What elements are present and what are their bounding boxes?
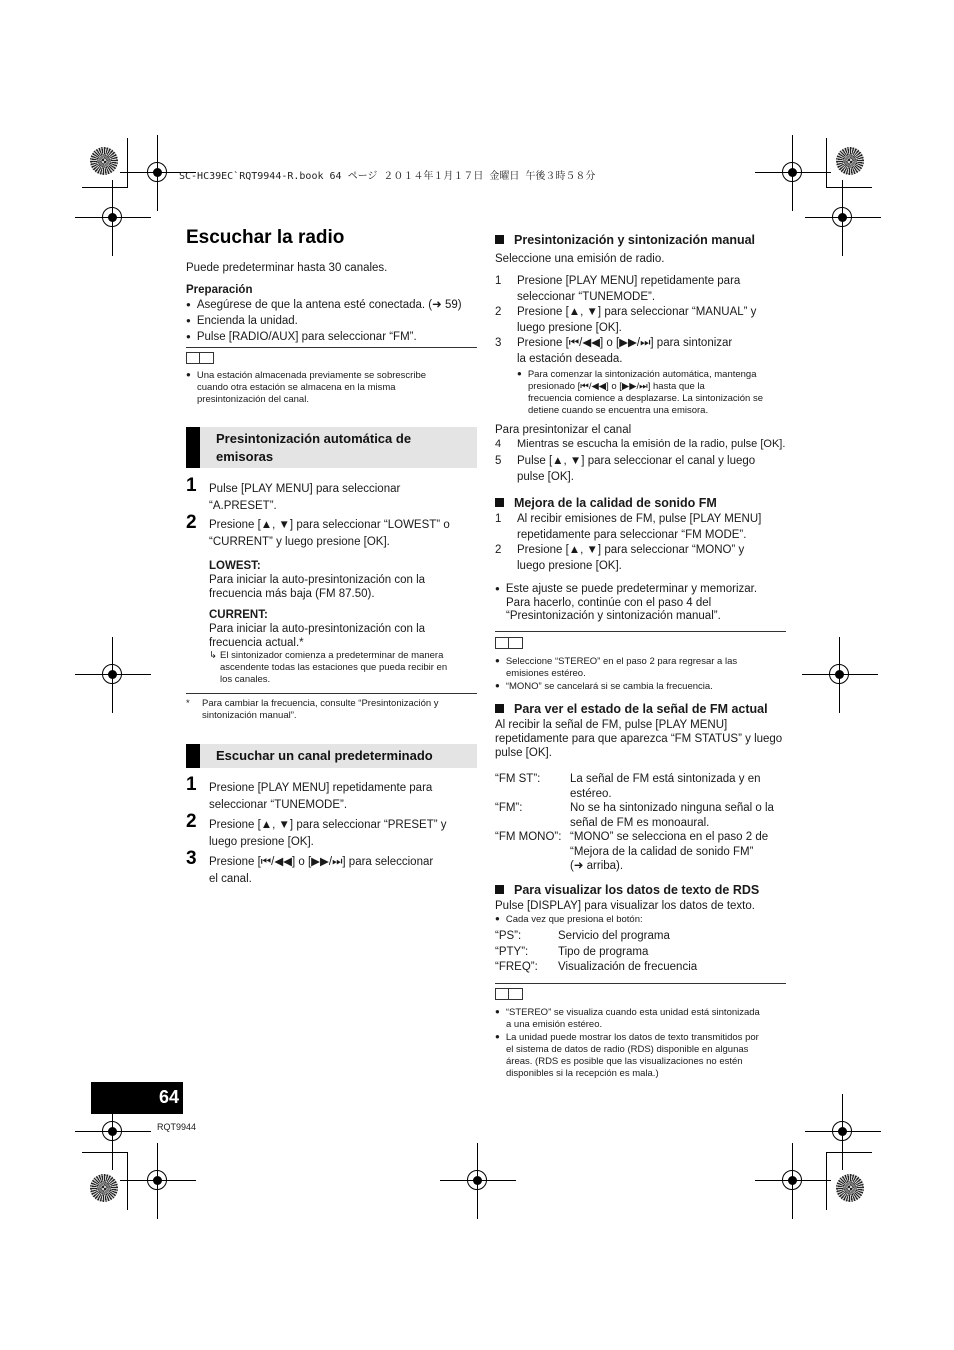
step-line: seleccionar “TUNEMODE”. [517, 290, 656, 303]
table-row [495, 772, 787, 801]
manual-intro: Seleccione una emisión de radio. [495, 253, 665, 265]
step-text [209, 517, 479, 551]
section-header-auto-preset [186, 427, 477, 468]
note-line: frecuencia comience a desplazarse. La sintonización se [528, 393, 763, 404]
table-key: “PS”: [495, 930, 522, 942]
list-item [495, 543, 787, 574]
memo-book-icon [495, 637, 523, 649]
table-key: “FM ST”: [495, 773, 541, 785]
divider [495, 631, 786, 632]
step-text [209, 854, 481, 888]
option-line: Para iniciar la auto-presintonización con la [209, 623, 426, 635]
option-line: frecuencia actual.* [209, 637, 304, 649]
step-line: Presione [PLAY MENU] repetidamente para [209, 782, 433, 794]
note-block [495, 655, 787, 693]
trim-line [826, 138, 827, 188]
quality-steps [495, 512, 787, 574]
step-line: luego presione [OK]. [517, 321, 622, 334]
document-code: RQT9944 [157, 1122, 197, 1132]
table-key: “FM”: [495, 802, 523, 814]
trim-line [82, 187, 128, 188]
step-number: 1 [495, 275, 502, 287]
list-item [495, 512, 787, 543]
step-number: 1 [186, 475, 197, 496]
table-key: “FREQ”: [495, 961, 538, 973]
footnote-line: sintonización manual”. [202, 710, 297, 721]
step-line: luego presione [OK]. [517, 559, 622, 572]
starburst-target-icon [836, 1174, 864, 1202]
step-line: Presione [▲, ▼] para seleccionar “PRESET” y [209, 819, 447, 831]
page-title: Escuchar la radio [186, 227, 345, 248]
trim-line [127, 138, 128, 188]
list-item [495, 336, 787, 367]
step-number: 3 [495, 337, 502, 349]
option-label: CURRENT: [209, 609, 268, 621]
step-line: Al recibir emisiones de FM, pulse [PLAY MENU] [517, 513, 762, 525]
note-line: cuando otra estación se almacena en la misma [197, 382, 396, 393]
list-item: ● Asegúrese de que la antena esté conectada. (➜ 59) [186, 297, 478, 313]
starburst-target-icon [90, 1174, 118, 1202]
section-title-line: Escuchar un canal predeterminado [216, 748, 433, 763]
auto-tune-note [517, 368, 789, 417]
memo-book-icon [186, 352, 214, 364]
section-title-line: emisoras [216, 449, 274, 464]
table-value: Visualización de frecuencia [558, 961, 698, 973]
table-value: “Mejora de la calidad de sonido FM” [570, 845, 754, 858]
note-line: El sintonizador comienza a predeterminar de manera [220, 650, 444, 661]
step-line: Presione [PLAY MENU] repetidamente para [517, 275, 741, 287]
print-header: SC-HC39EC`RQT9944-R.book 64 ページ ２０１４年１月１７日 金曜日 午後３時５８分 [179, 171, 596, 182]
step-line: Presione [⏮/◀◀] o [▶▶/⏭] para sintonizar [517, 337, 733, 349]
preparation-list [186, 297, 478, 345]
note-line: a una emisión estéreo. [506, 1019, 603, 1030]
step-text [209, 817, 479, 851]
registration-mark-icon [75, 637, 151, 713]
note-line: ● Una estación almacenada previamente se sobrescribe [186, 369, 478, 382]
registration-mark-icon [120, 1143, 196, 1219]
table-value: Tipo de programa [558, 945, 649, 958]
preset-intro: Para presintonizar el canal [495, 424, 632, 436]
intro-text: Puede predeterminar hasta 30 canales. [186, 262, 388, 274]
step-number: 4 [495, 438, 502, 450]
step-number: 1 [186, 774, 197, 795]
bullet-line: “Presintonización y sintonización manual”. [506, 610, 721, 622]
trim-line [826, 1152, 872, 1153]
note-line: presionado [⏮/◀◀] o [▶▶/⏭] hasta que la [528, 381, 705, 392]
step-number: 2 [495, 544, 502, 556]
table-value: Servicio del programa [558, 930, 670, 942]
divider [186, 693, 477, 694]
square-bullet-icon [495, 885, 504, 894]
square-bullet-icon [495, 704, 504, 713]
table-value: (➜ arriba). [570, 860, 624, 872]
divider [495, 983, 786, 984]
intro-line: repetidamente para que aparezca “FM STATUS” y luego [495, 733, 783, 745]
option-lowest [209, 559, 479, 601]
heading-manual-tuning [495, 232, 755, 248]
note-line: emisiones estéreo. [506, 668, 586, 679]
list-item [495, 274, 787, 305]
note-line: ● Seleccione “STEREO” en el paso 2 para regresar a las [495, 655, 787, 668]
step-line: seleccionar “TUNEMODE”. [209, 799, 348, 811]
table-key: “PTY”: [495, 945, 529, 958]
option-line: frecuencia más baja (FM 87.50). [209, 588, 375, 600]
bullet-line: ● Cada vez que presiona el botón: [495, 913, 643, 926]
heading-fm-status [495, 701, 768, 717]
table-value: “MONO” se selecciona en el paso 2 de [570, 831, 769, 843]
table-value: estéreo. [570, 787, 612, 800]
heading-rds [495, 882, 759, 898]
square-bullet-icon [495, 235, 504, 244]
preparation-heading: Preparación [186, 284, 253, 296]
registration-mark-icon [75, 180, 151, 256]
step-line: Presione [▲, ▼] para seleccionar “LOWEST” o [209, 519, 450, 531]
option-current [209, 608, 479, 650]
step-5 [495, 453, 787, 485]
manual-steps [495, 274, 787, 367]
note-line: los canales. [220, 674, 271, 685]
registration-mark-icon [755, 1143, 831, 1219]
section-title-line: Presintonización automática de [216, 431, 412, 446]
rds-intro: Pulse [DISPLAY] para visualizar los datos de texto. [495, 900, 755, 912]
note-line: ● “MONO” se cancelará si se cambia la frecuencia. [495, 680, 787, 693]
step-line: “A.PRESET”. [209, 500, 277, 512]
intro-line: Al recibir la señal de FM, pulse [PLAY MENU] [495, 719, 728, 731]
note-line: detiene cuando se encuentra una emisora. [528, 405, 709, 416]
list-item: ● Pulse [RADIO/AUX] para seleccionar “FM”. [186, 329, 478, 345]
arrow-note [209, 650, 481, 686]
starburst-target-icon [90, 147, 118, 175]
bullet-line: Para hacerlo, continúe con el paso 4 del [506, 596, 712, 609]
note-block [495, 1006, 789, 1080]
heading-text: Mejora de la calidad de sonido FM [514, 496, 717, 510]
memo-book-icon [495, 988, 523, 1000]
heading-text: Para ver el estado de la señal de FM actual [514, 702, 768, 716]
step-line: Pulse [▲, ▼] para seleccionar el canal y luego [517, 455, 756, 467]
table-row [495, 830, 787, 874]
page-number-box [91, 1082, 183, 1114]
note-block [186, 369, 478, 406]
table-value: señal de FM es monoaural. [570, 816, 710, 829]
step-line: Mientras se escucha la emisión de la radio, pulse [OK]. [517, 438, 786, 450]
status-intro [495, 718, 787, 760]
list-item [495, 305, 787, 336]
note-line: ● Para comenzar la sintonización automática, mantenga [517, 368, 789, 381]
registration-mark-icon [802, 637, 878, 713]
heading-fm-quality [495, 495, 717, 511]
trim-line [127, 1152, 128, 1210]
step-4 [495, 437, 787, 452]
table-row [495, 960, 787, 976]
step-number: 5 [495, 455, 502, 467]
step-line: repetidamente para seleccionar “FM MODE”. [517, 528, 747, 541]
footnote-line: Para cambiar la frecuencia, consulte “Presintonización y [202, 698, 439, 709]
registration-mark-icon [805, 180, 881, 256]
step-line: “CURRENT” y luego presione [OK]. [209, 536, 390, 548]
starburst-target-icon [836, 147, 864, 175]
step-line: pulse [OK]. [517, 471, 574, 483]
table-row [495, 801, 787, 830]
footnote [202, 698, 477, 722]
intro-line: pulse [OK]. [495, 747, 552, 759]
step-number: 2 [186, 811, 197, 832]
note-line: el sistema de datos de radio (RDS) disponible en algunas [506, 1044, 749, 1055]
trim-line [826, 1152, 827, 1210]
step-line: la estación deseada. [517, 352, 623, 365]
note-line: áreas. (RDS es posible que las visualizaciones no estén [506, 1056, 743, 1067]
step-number: 2 [495, 306, 502, 318]
note-line: ● “STEREO” se visualiza cuando esta unidad está sintonizada [495, 1006, 789, 1019]
note-line: ascendente todas las estaciones que pueda recibir en [220, 662, 448, 673]
step-line: Presione [▲, ▼] para seleccionar “MANUAL” y [517, 306, 757, 318]
step-number: 1 [495, 513, 502, 525]
table-value: No se ha sintonizado ninguna señal o la [570, 802, 774, 814]
step-number: 2 [186, 512, 197, 533]
return-arrow-icon: ↳ [209, 650, 217, 661]
table-key: “FM MONO”: [495, 831, 562, 843]
list-item: ● Encienda la unidad. [186, 313, 478, 329]
step-text [209, 780, 479, 814]
step-line: Pulse [PLAY MENU] para seleccionar [209, 483, 401, 495]
rds-table [495, 929, 787, 976]
status-table [495, 772, 787, 874]
step-line: Presione [⏮/◀◀] o [▶▶/⏭] para seleccionar [209, 856, 434, 868]
footnote-mark: * [186, 698, 190, 709]
step-line: luego presione [OK]. [209, 836, 314, 848]
divider [186, 347, 477, 348]
table-row [495, 945, 787, 961]
table-value: La señal de FM está sintonizada y en [570, 773, 761, 785]
quality-bullet [495, 582, 787, 624]
step-line: el canal. [209, 873, 252, 885]
step-number: 3 [186, 848, 197, 869]
page-number: 64 [158, 1087, 179, 1107]
note-line: disponibles si la recepción es mala.) [506, 1068, 659, 1079]
bullet-line: ● Este ajuste se puede predeterminar y memorizar. [495, 582, 787, 597]
step-line: Presione [▲, ▼] para seleccionar “MONO” y [517, 544, 745, 556]
trim-line [82, 1152, 128, 1153]
step-text [209, 481, 479, 515]
heading-text: Para visualizar los datos de texto de RDS [514, 883, 760, 897]
section-header-preset-channel [186, 744, 477, 768]
option-label: LOWEST: [209, 560, 261, 572]
option-line: Para iniciar la auto-presintonización con la [209, 574, 426, 586]
rds-small-bullet [495, 913, 643, 926]
registration-mark-icon [440, 1143, 516, 1219]
trim-line [826, 187, 872, 188]
table-row [495, 929, 787, 945]
note-line: presintonización del canal. [197, 394, 309, 405]
note-line: ● La unidad puede mostrar los datos de texto transmitidos por [495, 1031, 789, 1044]
square-bullet-icon [495, 498, 504, 507]
heading-text: Presintonización y sintonización manual [514, 233, 756, 247]
